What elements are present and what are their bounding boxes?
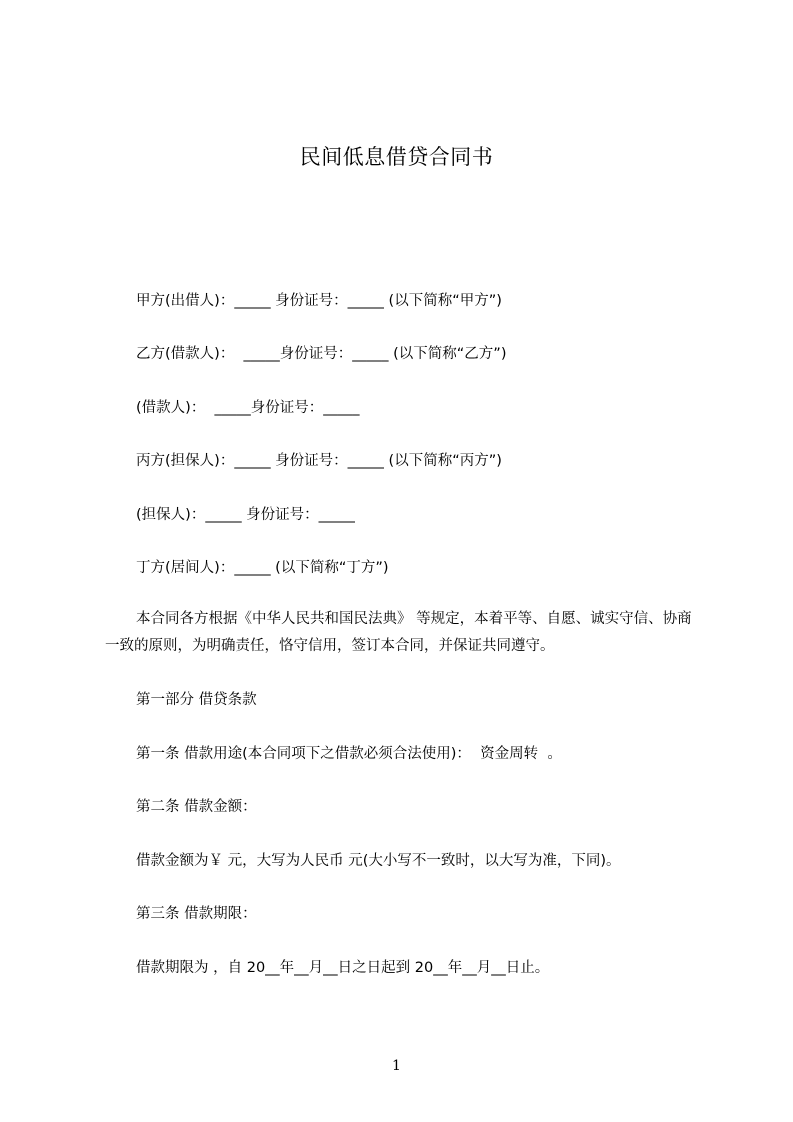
section-heading: 第一部分 借贷条款 xyxy=(136,692,257,708)
preamble-text: 本合同各方根据《中华人民共和国民法典》 等规定，本着平等、自愿、诚实守信、协商一致的原则，为明确责任，恪守信用，签订本合同，并保证共同遵守。 xyxy=(105,611,692,654)
party-borrower: 乙方(借款人)： _____身份证号：_____ (以下简称“乙方”) xyxy=(136,346,507,362)
clause-amount-text: 借款金额为￥ 元，大写为人民币 元(大小写不一致时，以大写为准，下同)。 xyxy=(136,853,621,869)
party-guarantor: 丙方(担保人)：_____ 身份证号：_____ (以下简称“丙方”) xyxy=(136,453,502,469)
clause-term-text: 借款期限为 ，自 20__年__月__日之日起到 20__年__月__日止。 xyxy=(136,960,550,976)
party-intermediary: 丁方(居间人)：_____ (以下简称“丁方”) xyxy=(136,560,389,576)
party-co-guarantor: (担保人)：_____ 身份证号：_____ xyxy=(136,507,355,523)
party-co-borrower: (借款人)： _____身份证号：_____ xyxy=(136,400,360,416)
preamble-paragraph xyxy=(105,606,705,660)
party-lender: 甲方(出借人)：_____ 身份证号：_____ (以下简称“甲方”) xyxy=(136,293,502,309)
document-title: 民间低息借贷合同书 xyxy=(299,145,494,169)
page-number: 1 xyxy=(392,1058,401,1074)
clause-term-heading: 第三条 借款期限： xyxy=(136,906,257,922)
clause-purpose: 第一条 借款用途(本合同项下之借款必须合法使用)： 资金周转 。 xyxy=(136,746,562,762)
clause-amount-heading: 第二条 借款金额： xyxy=(136,799,257,815)
